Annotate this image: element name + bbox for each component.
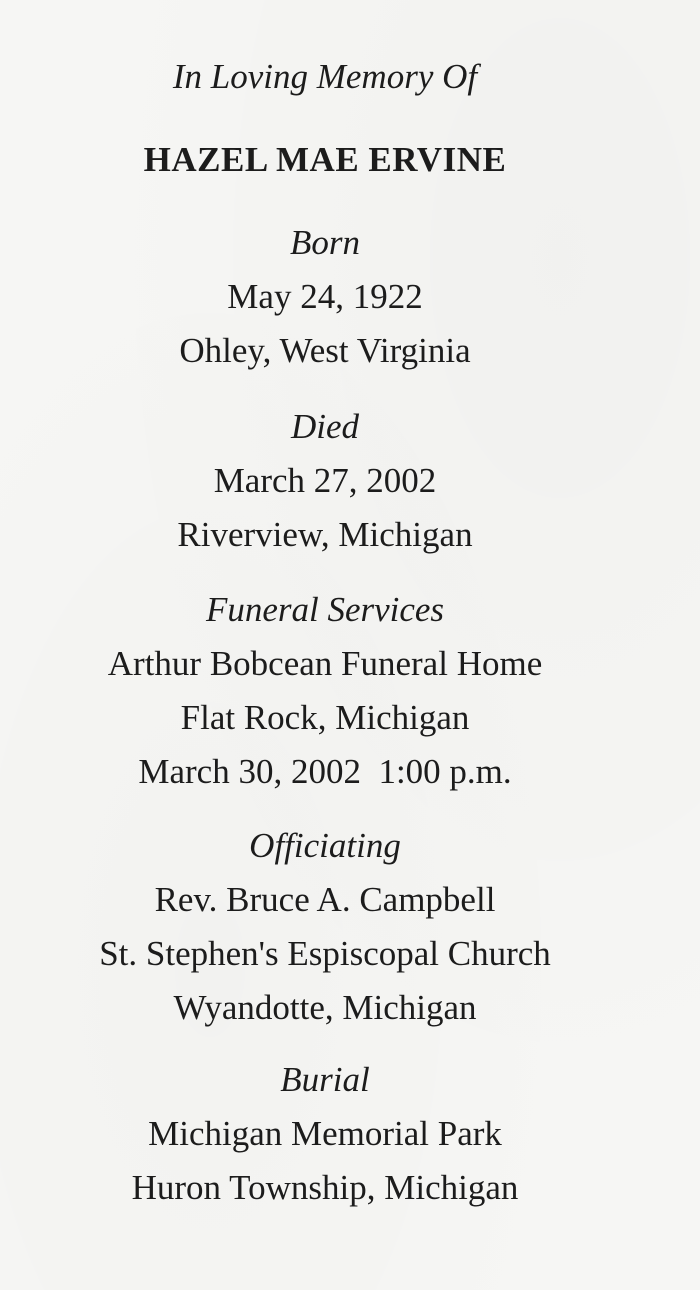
funeral-label: Funeral Services <box>205 590 445 629</box>
born-section <box>0 216 650 378</box>
church-place: Wyandotte, Michigan <box>173 988 477 1027</box>
born-place: Ohley, West Virginia <box>179 331 471 370</box>
born-label: Born <box>290 223 360 262</box>
funeral-place: Flat Rock, Michigan <box>180 698 470 737</box>
burial-place: Huron Township, Michigan <box>131 1168 519 1207</box>
intro-section <box>0 50 650 104</box>
church-name: St. Stephen's Espiscopal Church <box>99 934 551 973</box>
name-section <box>0 133 650 187</box>
deceased-name: HAZEL MAE ERVINE <box>143 140 507 179</box>
officiating-label: Officiating <box>249 826 401 865</box>
funeral-section <box>0 583 650 799</box>
died-label: Died <box>290 407 360 446</box>
funeral-venue: Arthur Bobcean Funeral Home <box>107 644 543 683</box>
born-date: May 24, 1922 <box>227 277 423 316</box>
cemetery-name: Michigan Memorial Park <box>148 1114 502 1153</box>
officiant-name: Rev. Bruce A. Campbell <box>154 880 496 919</box>
died-place: Riverview, Michigan <box>177 515 473 554</box>
burial-label: Burial <box>280 1060 370 1099</box>
burial-section <box>0 1053 650 1215</box>
died-date: March 27, 2002 <box>213 461 437 500</box>
funeral-datetime: March 30, 2002 1:00 p.m. <box>138 752 512 791</box>
intro-text: In Loving Memory Of <box>172 57 478 96</box>
officiating-section <box>0 819 650 1035</box>
died-section <box>0 400 650 562</box>
